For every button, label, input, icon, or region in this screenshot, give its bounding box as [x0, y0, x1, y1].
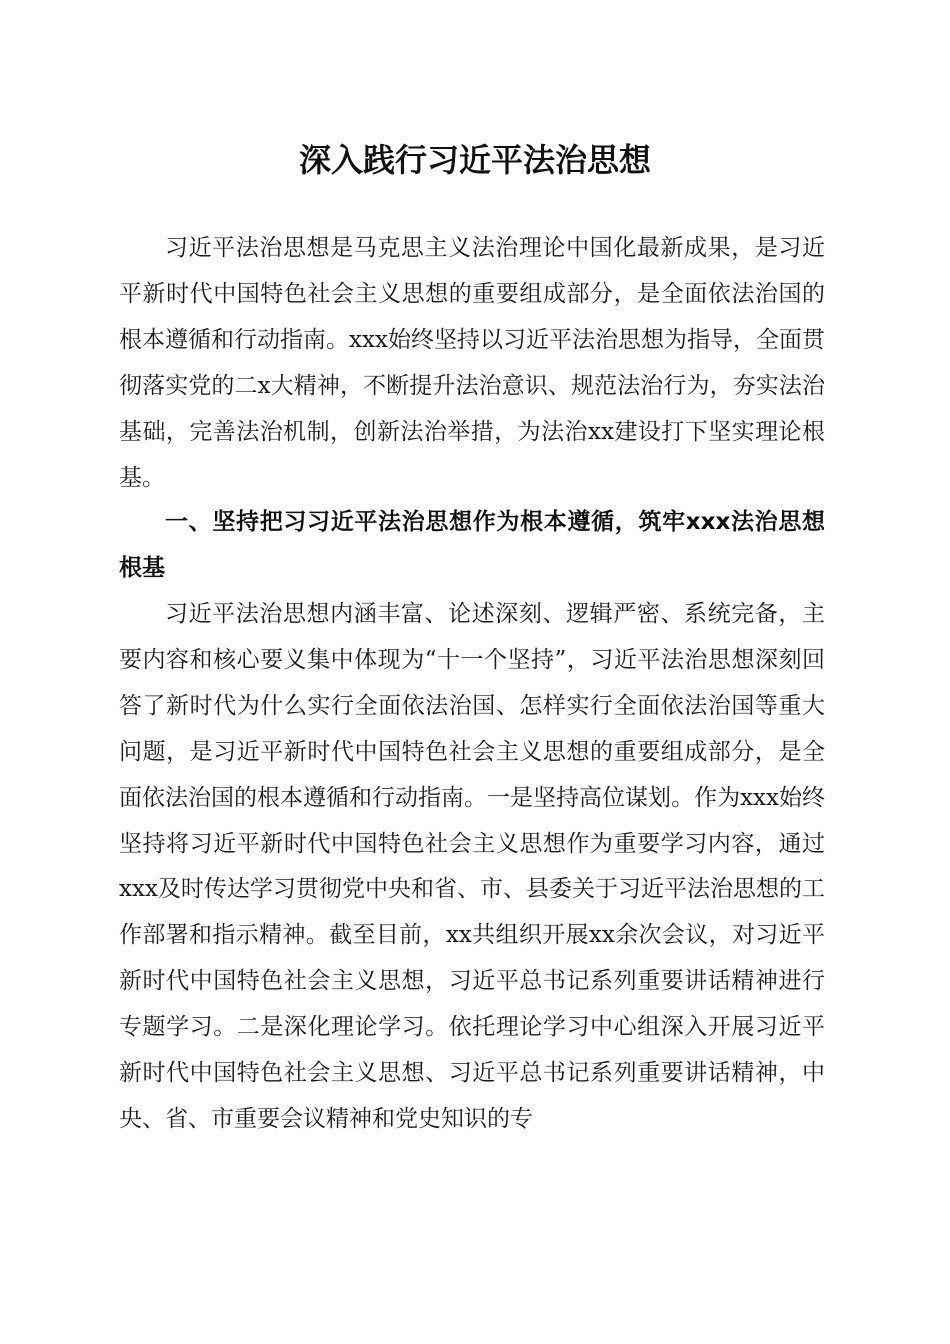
section-1-paragraph: 习近平法治思想内涵丰富、论述深刻、逻辑严密、系统完备，主要内容和核心要义集中体现为“十一个坚持”，习近平法治思想深刻回答了新时代为什么实行全面依法治国、怎样实行全面依法治国等重大问题，是习近平新时代中国特色社会主义思想的重要组成部分，是全面依法治国的根本遵循和行动指南。一是坚持高位谋划。作为xxx始终坚持将习近平新时代中国特色社会主义思想作为重要学习内容，通过xxx及时传达学习贯彻党中央和省、市、县委关于习近平法治思想的工作部署和指示精神。截至目前，xx共组织开展xx余次会议，对习近平新时代中国特色社会主义思想，习近平总书记系列重要讲话精神进行专题学习。二是深化理论学习。依托理论学习中心组深入开展习近平新时代中国特色社会主义思想、习近平总书记系列重要讲话精神，中央、省、市重要会议精神和党史知识的专	[119, 601, 825, 1132]
section-heading-1: 一、坚持把习习近平法治思想作为根本遵循，筑牢xxx法治思想根基	[119, 509, 825, 581]
intro-paragraph: 习近平法治思想是马克思主义法治理论中国化最新成果，是习近平新时代中国特色社会主义思想的重要组成部分，是全面依法治国的根本遵循和行动指南。xxx始终坚持以习近平法治思想为指导，全面贯彻落实党的二x大精神，不断提升法治意识、规范法治行为，夯实法治基础，完善法治机制，创新法治举措，为法治xx建设打下坚实理论根基。	[119, 235, 825, 491]
document-title: 深入践行习近平法治思想	[298, 141, 651, 179]
